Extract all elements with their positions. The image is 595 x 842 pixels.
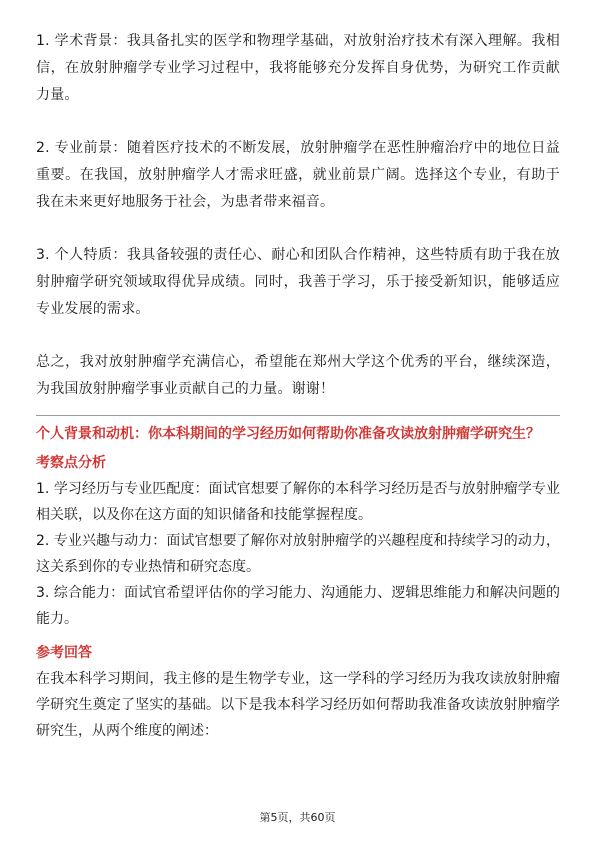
analysis-label: 考察点分析 <box>36 455 106 471</box>
answer-label: 参考回答 <box>36 645 92 661</box>
analysis-item-2: 2. 专业兴趣与动力：面试官想要了解你对放射肿瘤学的兴趣程度和持续学习的动力，这关系到你的专业热情和研究态度。 <box>36 533 560 575</box>
answer-text: 在我本科学习期间，我主修的是生物学专业，这一学科的学习经历为我攻读放射肿瘤学研究生奠定了坚实的基础。以下是我本科学习经历如何帮助我准备攻读放射肿瘤学研究生，从两个维度的阐述： <box>36 671 560 739</box>
paragraph-gap <box>36 323 560 349</box>
paragraph-conclusion: 总之，我对放射肿瘤学充满信心，希望能在郑州大学这个优秀的平台，继续深造，为我国放射肿瘤学事业贡献自己的力量。谢谢！ <box>36 354 560 397</box>
analysis-item-1: 1. 学习经历与专业匹配度：面试官想要了解你的本科学习经历是否与放射肿瘤学专业相关联，以及你在这方面的知识储备和技能掌握程度。 <box>36 481 560 523</box>
paragraph-personal-traits: 3. 个人特质：我具备较强的责任心、耐心和团队合作精神，这些特质有助于我在放射肿瘤学研究领域取得优异成绩。同时，我善于学习，乐于接受新知识，能够适应专业发展的需求。 <box>36 247 560 317</box>
page-number-footer: 第5页，共60页 <box>259 811 336 824</box>
paragraph-academic-background: 1. 学术背景：我具备扎实的医学和物理学基础，对放射治疗技术有深入理解。我相信，在放射肿瘤学专业学习过程中，我将能够充分发挥自身优势，为研究工作贡献力量。 <box>36 33 560 103</box>
paragraph-career-prospects: 2. 专业前景：随着医疗技术的不断发展，放射肿瘤学在恶性肿瘤治疗中的地位日益重要。在我国，放射肿瘤学人才需求旺盛，就业前景广阔。选择这个专业，有助于我在未来更好地服务于社会，为患者带来福音。 <box>36 140 560 210</box>
document-page <box>36 28 560 744</box>
paragraph-gap <box>36 109 560 135</box>
section-divider <box>36 415 560 416</box>
question-heading: 个人背景和动机：你本科期间的学习经历如何帮助你准备攻读放射肿瘤学研究生？ <box>36 426 540 442</box>
analysis-item-3: 3. 综合能力：面试官希望评估你的学习能力、沟通能力、逻辑思维能力和解决问题的能力。 <box>36 585 560 627</box>
paragraph-gap <box>36 216 560 242</box>
